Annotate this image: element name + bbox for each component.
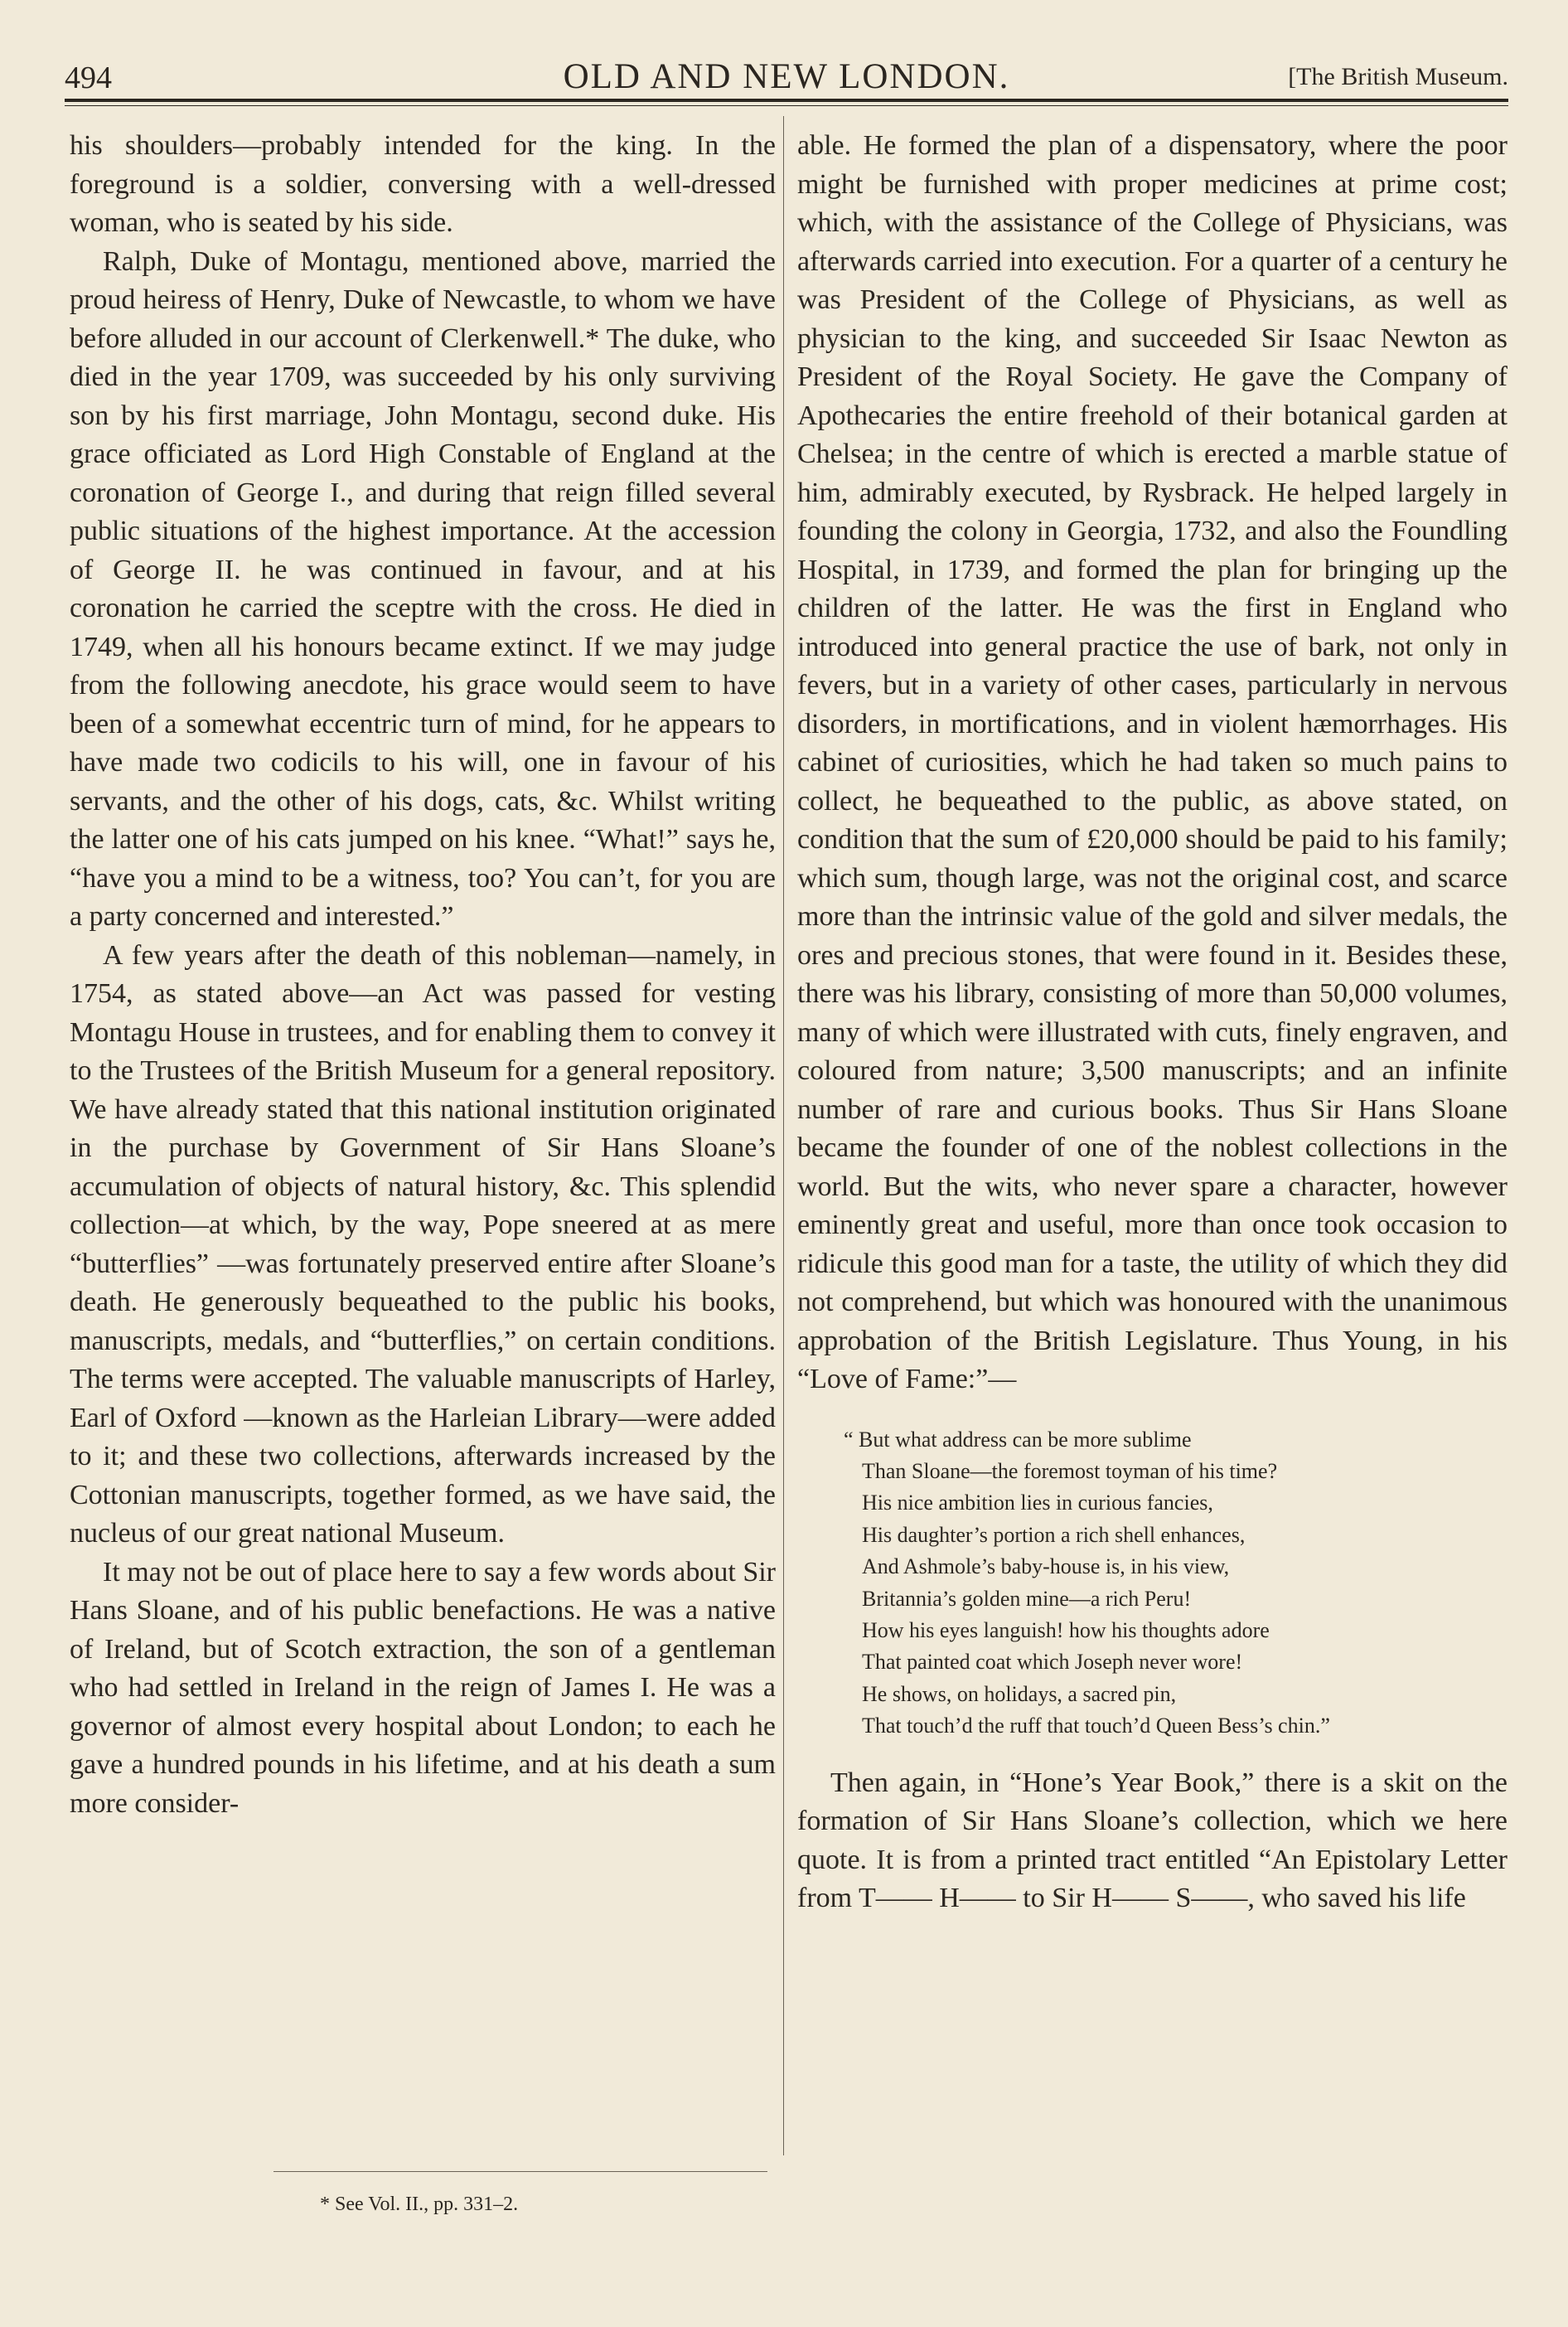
paragraph: A few years after the death of this nobleman—namely, in 1754, as stated above—an Act was passed for vesting Montagu House in trustees, and for enabling them to convey it to the Trustees of the British Museum for a general repository. We have already stated that this national institution originated in the purchase by Government of Sir Hans Sloane’s accumulation of objects of natural history, &c. This splendid collection—at which, by the way, Pope sneered at as mere “butterflies” —was fortunately preserved entire after Sloane’s death. He generously bequeathed to the public his books, manuscripts, medals, and “butterflies,” on certain conditions. The terms were accepted. The valuable manuscripts of Harley, Earl of Oxford —known as the Harleian Library—were added to it; and these two collections, afterwards increased by the Cottonian manuscripts, together formed, as we have said, the nucleus of our great national Museum. (70, 939, 776, 1549)
paragraph: It may not be out of place here to say a few words about Sir Hans Sloane, and of his public benefactions. He was a native of Ireland, but of Scotch extraction, the son of a gentleman who had settled in Ireland in the reign of James I. He was a governor of almost every hospital about London; to each he gave a hundred pounds in his lifetime, and at his death a sum more consider- (70, 1556, 776, 1819)
column-divider (783, 116, 784, 2155)
poem-line: That painted coat which Joseph never wore! (862, 1650, 1243, 1675)
paragraph: Ralph, Duke of Montagu, mentioned above, married the proud heiress of Henry, Duke of Newcastle, to whom we have before alluded in our account of Clerkenwell.* The duke, who died in the year 1709, was succeeded by his only surviving son by his first marriage, John Montagu, second duke. His grace officiated as Lord High Constable of England at the coronation of George I., and during that reign filled several public situations of the highest importance. At the accession of George II. he was continued in favour, and at his coronation he carried the sceptre with the cross. He died in 1749, when all his honours became extinct. If we may judge from the following anecdote, his grace would seem to have been of a somewhat eccentric turn of mind, for he appears to have made two codicils to his will, one in favour of his servants, and the other of his dogs, cats, &c. Whilst writing the latter one of his cats jumped on his knee. “What!” says he, “have you a mind to be a witness, too? You can’t, for you are a party concerned and interested.” (70, 245, 776, 932)
quoted-poem (844, 1424, 1508, 1743)
poem-line: How his eyes languish! how his thoughts adore (862, 1617, 1270, 1642)
header-rule (65, 99, 1508, 102)
right-column (797, 127, 1508, 1918)
section-title: [The British Museum. (1288, 63, 1508, 90)
header-rule-thin (65, 105, 1508, 106)
paragraph: his shoulders—probably intended for the king. In the foreground is a soldier, conversing with a well-dressed woman, who is seated by his side. (70, 130, 776, 238)
poem-line: His nice ambition lies in curious fancies, (862, 1491, 1213, 1515)
left-column (70, 127, 776, 1823)
footnote-rule (273, 2171, 767, 2172)
poem-line: “ But what address can be more sublime (844, 1427, 1192, 1452)
paragraph: Then again, in “Hone’s Year Book,” there is a skit on the formation of Sir Hans Sloane’s collection, which we here quote. It is from a printed tract entitled “An Epistolary Letter from T—— H—— to Sir H—— S——, who saved his life (797, 1767, 1508, 1914)
poem-line: Britannia’s golden mine—a rich Peru! (862, 1586, 1192, 1611)
poem-line: His daughter’s portion a rich shell enhances, (862, 1522, 1246, 1547)
footnote: * See Vol. II., pp. 331–2. (320, 2194, 519, 2215)
page-header (65, 48, 1508, 101)
poem-line: And Ashmole’s baby-house is, in his view, (862, 1554, 1230, 1579)
paragraph: able. He formed the plan of a dispensatory, where the poor might be furnished with proper medicines at prime cost; which, with the assistance of the College of Physicians, was afterwards carried into execution. For a quarter of a century he was President of the College of Physicians, as well as physician to the king, and succeeded Sir Isaac Newton as President of the Royal Society. He gave the Company of Apothecaries the entire freehold of their botanical garden at Chelsea; in the centre of which is erected a marble statue of him, admirably executed, by Rysbrack. He helped largely in founding the colony in Georgia, 1732, and also the Foundling Hospital, in 1739, and formed the plan for bringing up the children of the latter. He was the first in England who introduced into general practice the use of bark, not only in fevers, but in a variety of other cases, particularly in nervous disorders, in mortifications, and in violent hæmorrhages. His cabinet of curiosities, which he had taken so much pains to collect, he bequeathed to the public, as above stated, on condition that the sum of £20,000 should be paid to his family; which sum, though large, was not the original cost, and scarce more than the intrinsic value of the gold and silver medals, the ores and precious stones, that were found in it. Besides these, there was his library, consisting of more than 50,000 volumes, many of which were illustrated with cuts, finely engraven, and coloured from nature; 3,500 manuscripts; and an infinite number of rare and curious books. Thus Sir Hans Sloane became the founder of one of the noblest collections in the world. But the wits, who never spare a character, however eminently great and useful, more than once took occasion to ridicule this good man for a taste, the utility of which they did not comprehend, but which was honoured with the unanimous approbation of the British Legislature. Thus Young, in his “Love of Fame:”— (797, 130, 1508, 1394)
poem-line: That touch’d the ruff that touch’d Queen Bess’s chin.” (862, 1714, 1330, 1738)
page-number: 494 (65, 61, 112, 95)
poem-line: Than Sloane—the foremost toyman of his time? (862, 1458, 1278, 1483)
running-title: OLD AND NEW LONDON. (563, 57, 1010, 96)
poem-line: He shows, on holidays, a sacred pin, (862, 1681, 1177, 1706)
